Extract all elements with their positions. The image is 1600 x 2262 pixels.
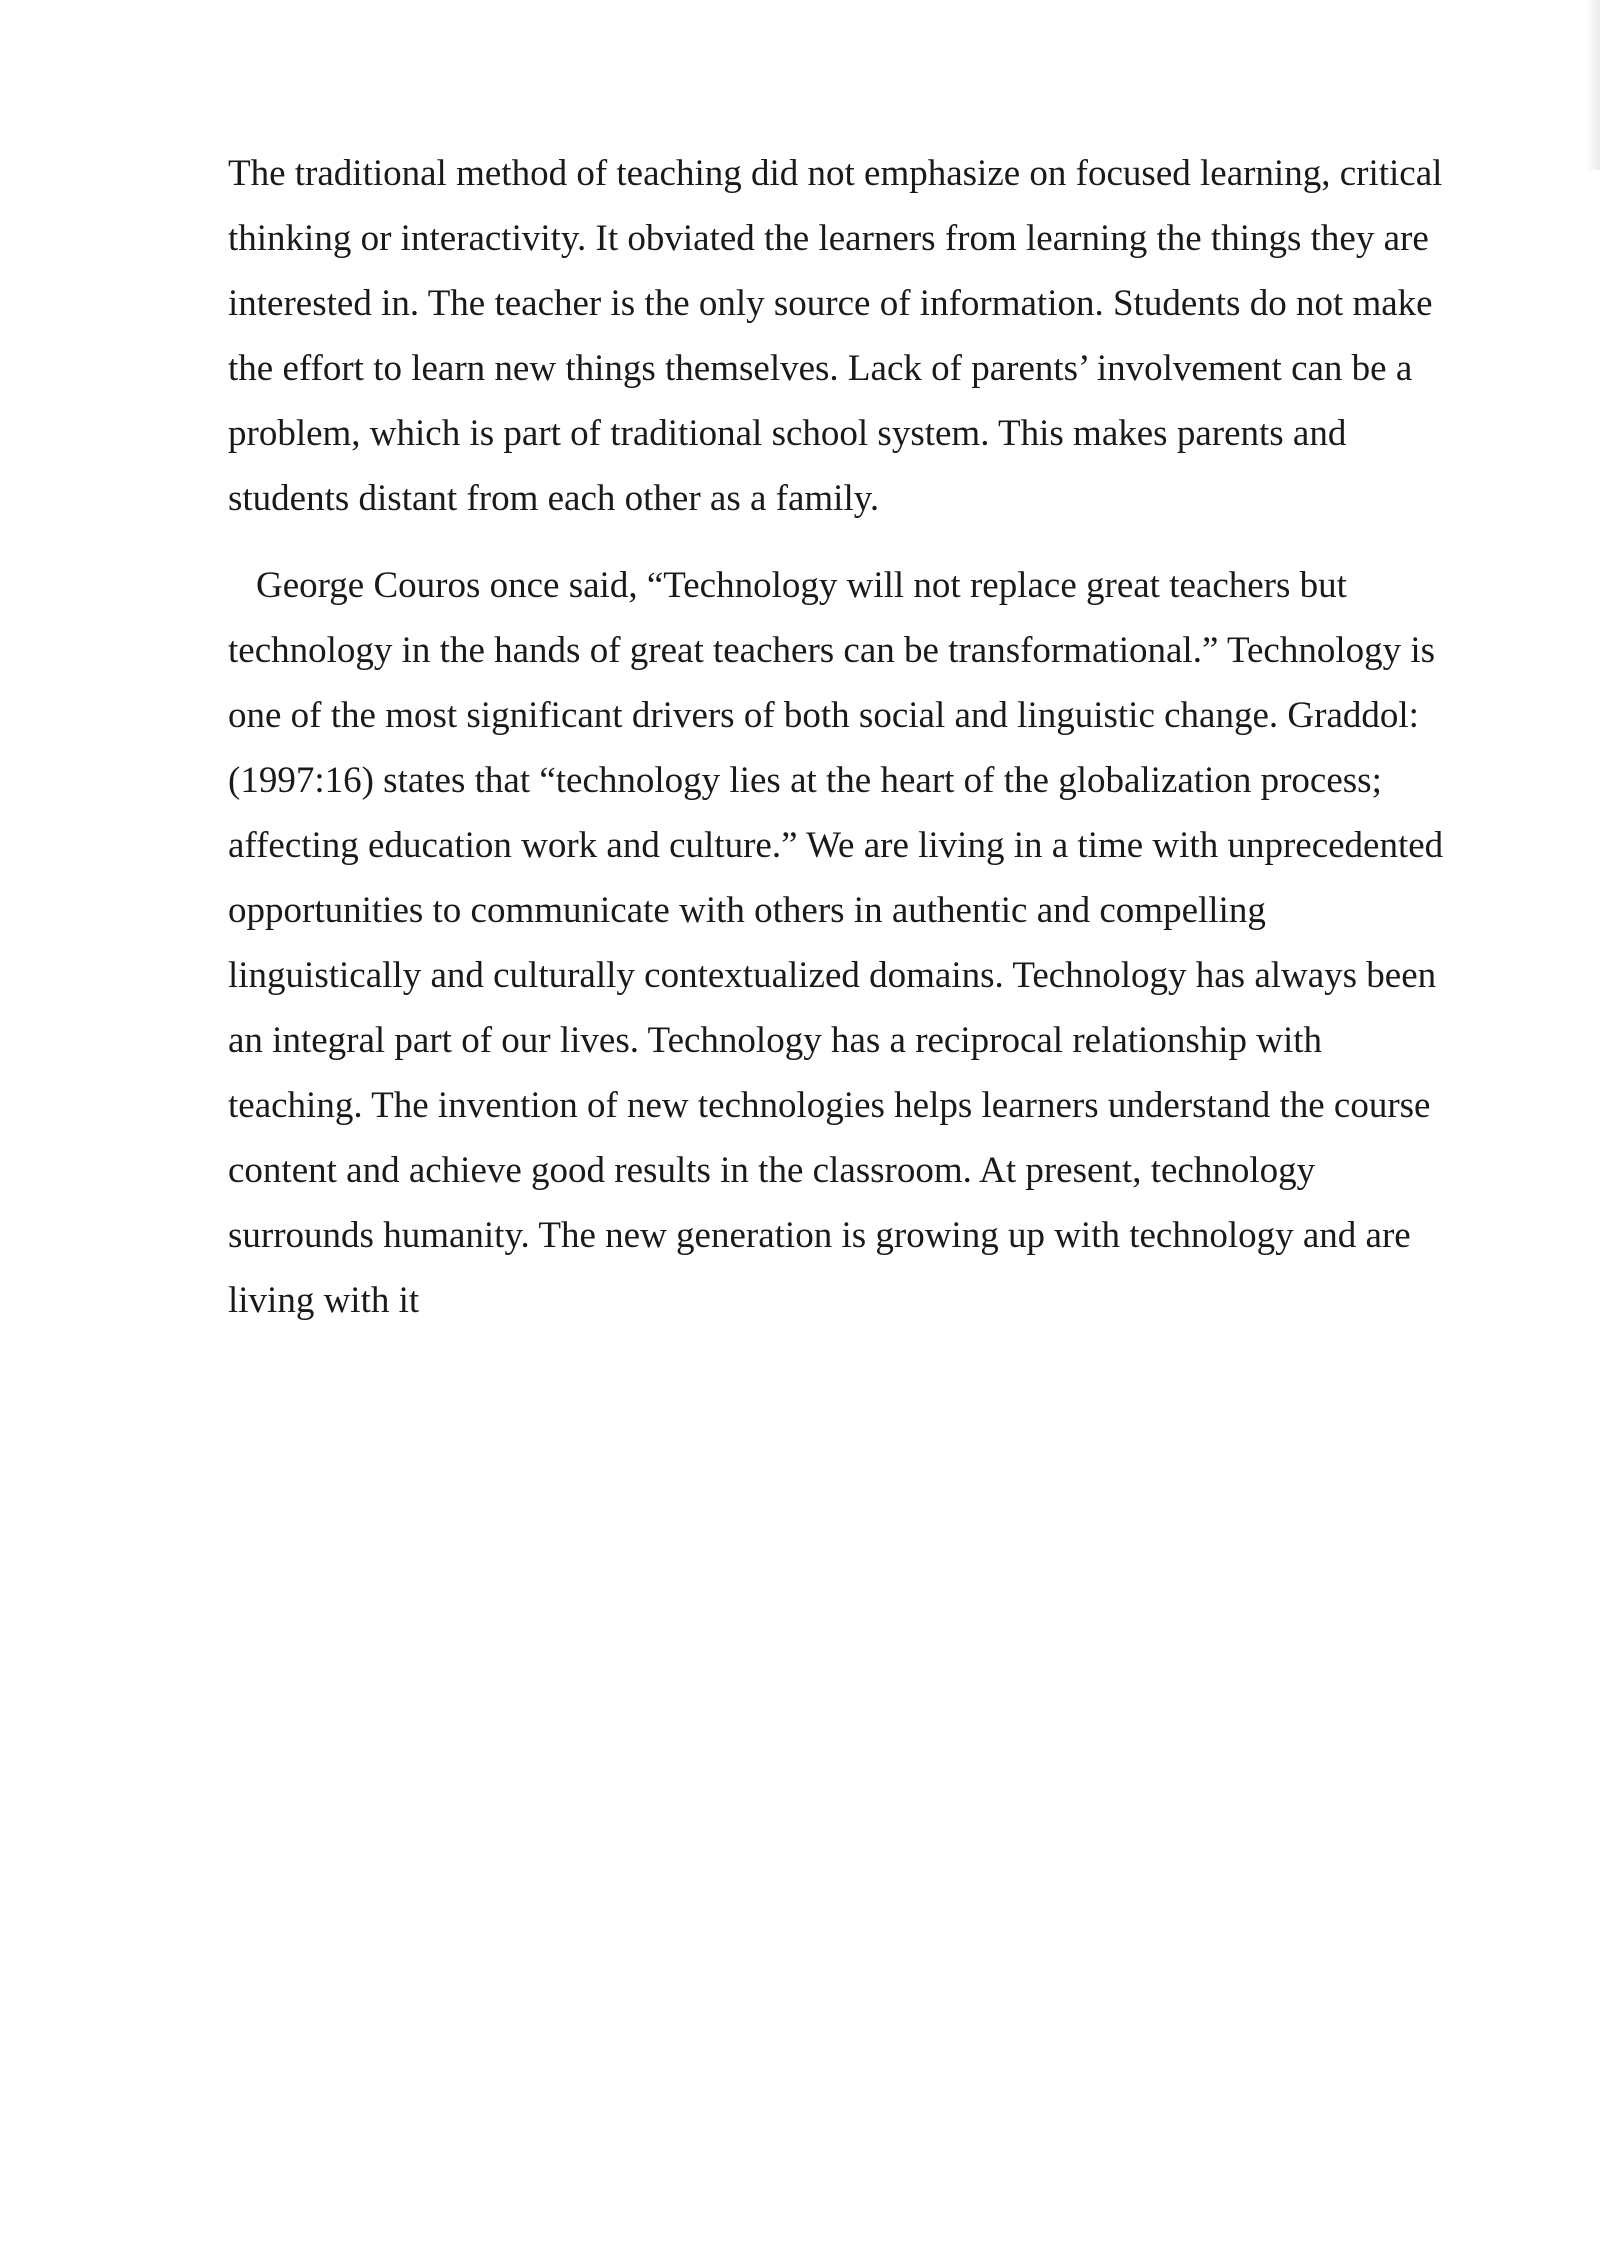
text-line: problem, which is part of traditional school system. This makes parents and: [228, 413, 1347, 454]
text-line: thinking or interactivity. It obviated the learners from learning the things they are: [228, 218, 1429, 259]
text-line: affecting education work and culture.” We are living in a time with unprecedented: [228, 825, 1444, 866]
document-body: [228, 141, 1492, 1333]
text-line: George Couros once said, “Technology will not replace great teachers but: [256, 565, 1347, 606]
paragraph-technology-in-teaching: [228, 553, 1492, 1333]
text-line: the effort to learn new things themselves. Lack of parents’ involvement can be a: [228, 348, 1413, 389]
text-line: teaching. The invention of new technologies helps learners understand the course: [228, 1085, 1431, 1126]
text-line: technology in the hands of great teachers can be transformational.” Technology is: [228, 630, 1436, 671]
text-line: The traditional method of teaching did not emphasize on focused learning, critical: [228, 153, 1443, 194]
text-line: surrounds humanity. The new generation is growing up with technology and are: [228, 1215, 1411, 1256]
paragraph-traditional-teaching: [228, 141, 1492, 531]
text-line: linguistically and culturally contextualized domains. Technology has always been: [228, 955, 1437, 996]
text-line: an integral part of our lives. Technology has a reciprocal relationship with: [228, 1020, 1323, 1061]
text-line: opportunities to communicate with others in authentic and compelling: [228, 890, 1266, 931]
text-line: (1997:16) states that “technology lies at the heart of the globalization process;: [228, 760, 1382, 801]
page-edge-shadow: [1586, 0, 1600, 170]
text-line: students distant from each other as a family.: [228, 478, 880, 519]
text-line: one of the most significant drivers of both social and linguistic change. Graddol:: [228, 695, 1419, 736]
text-line: interested in. The teacher is the only source of information. Students do not make: [228, 283, 1433, 324]
text-line: living with it: [228, 1280, 420, 1321]
text-line: content and achieve good results in the classroom. At present, technology: [228, 1150, 1316, 1191]
